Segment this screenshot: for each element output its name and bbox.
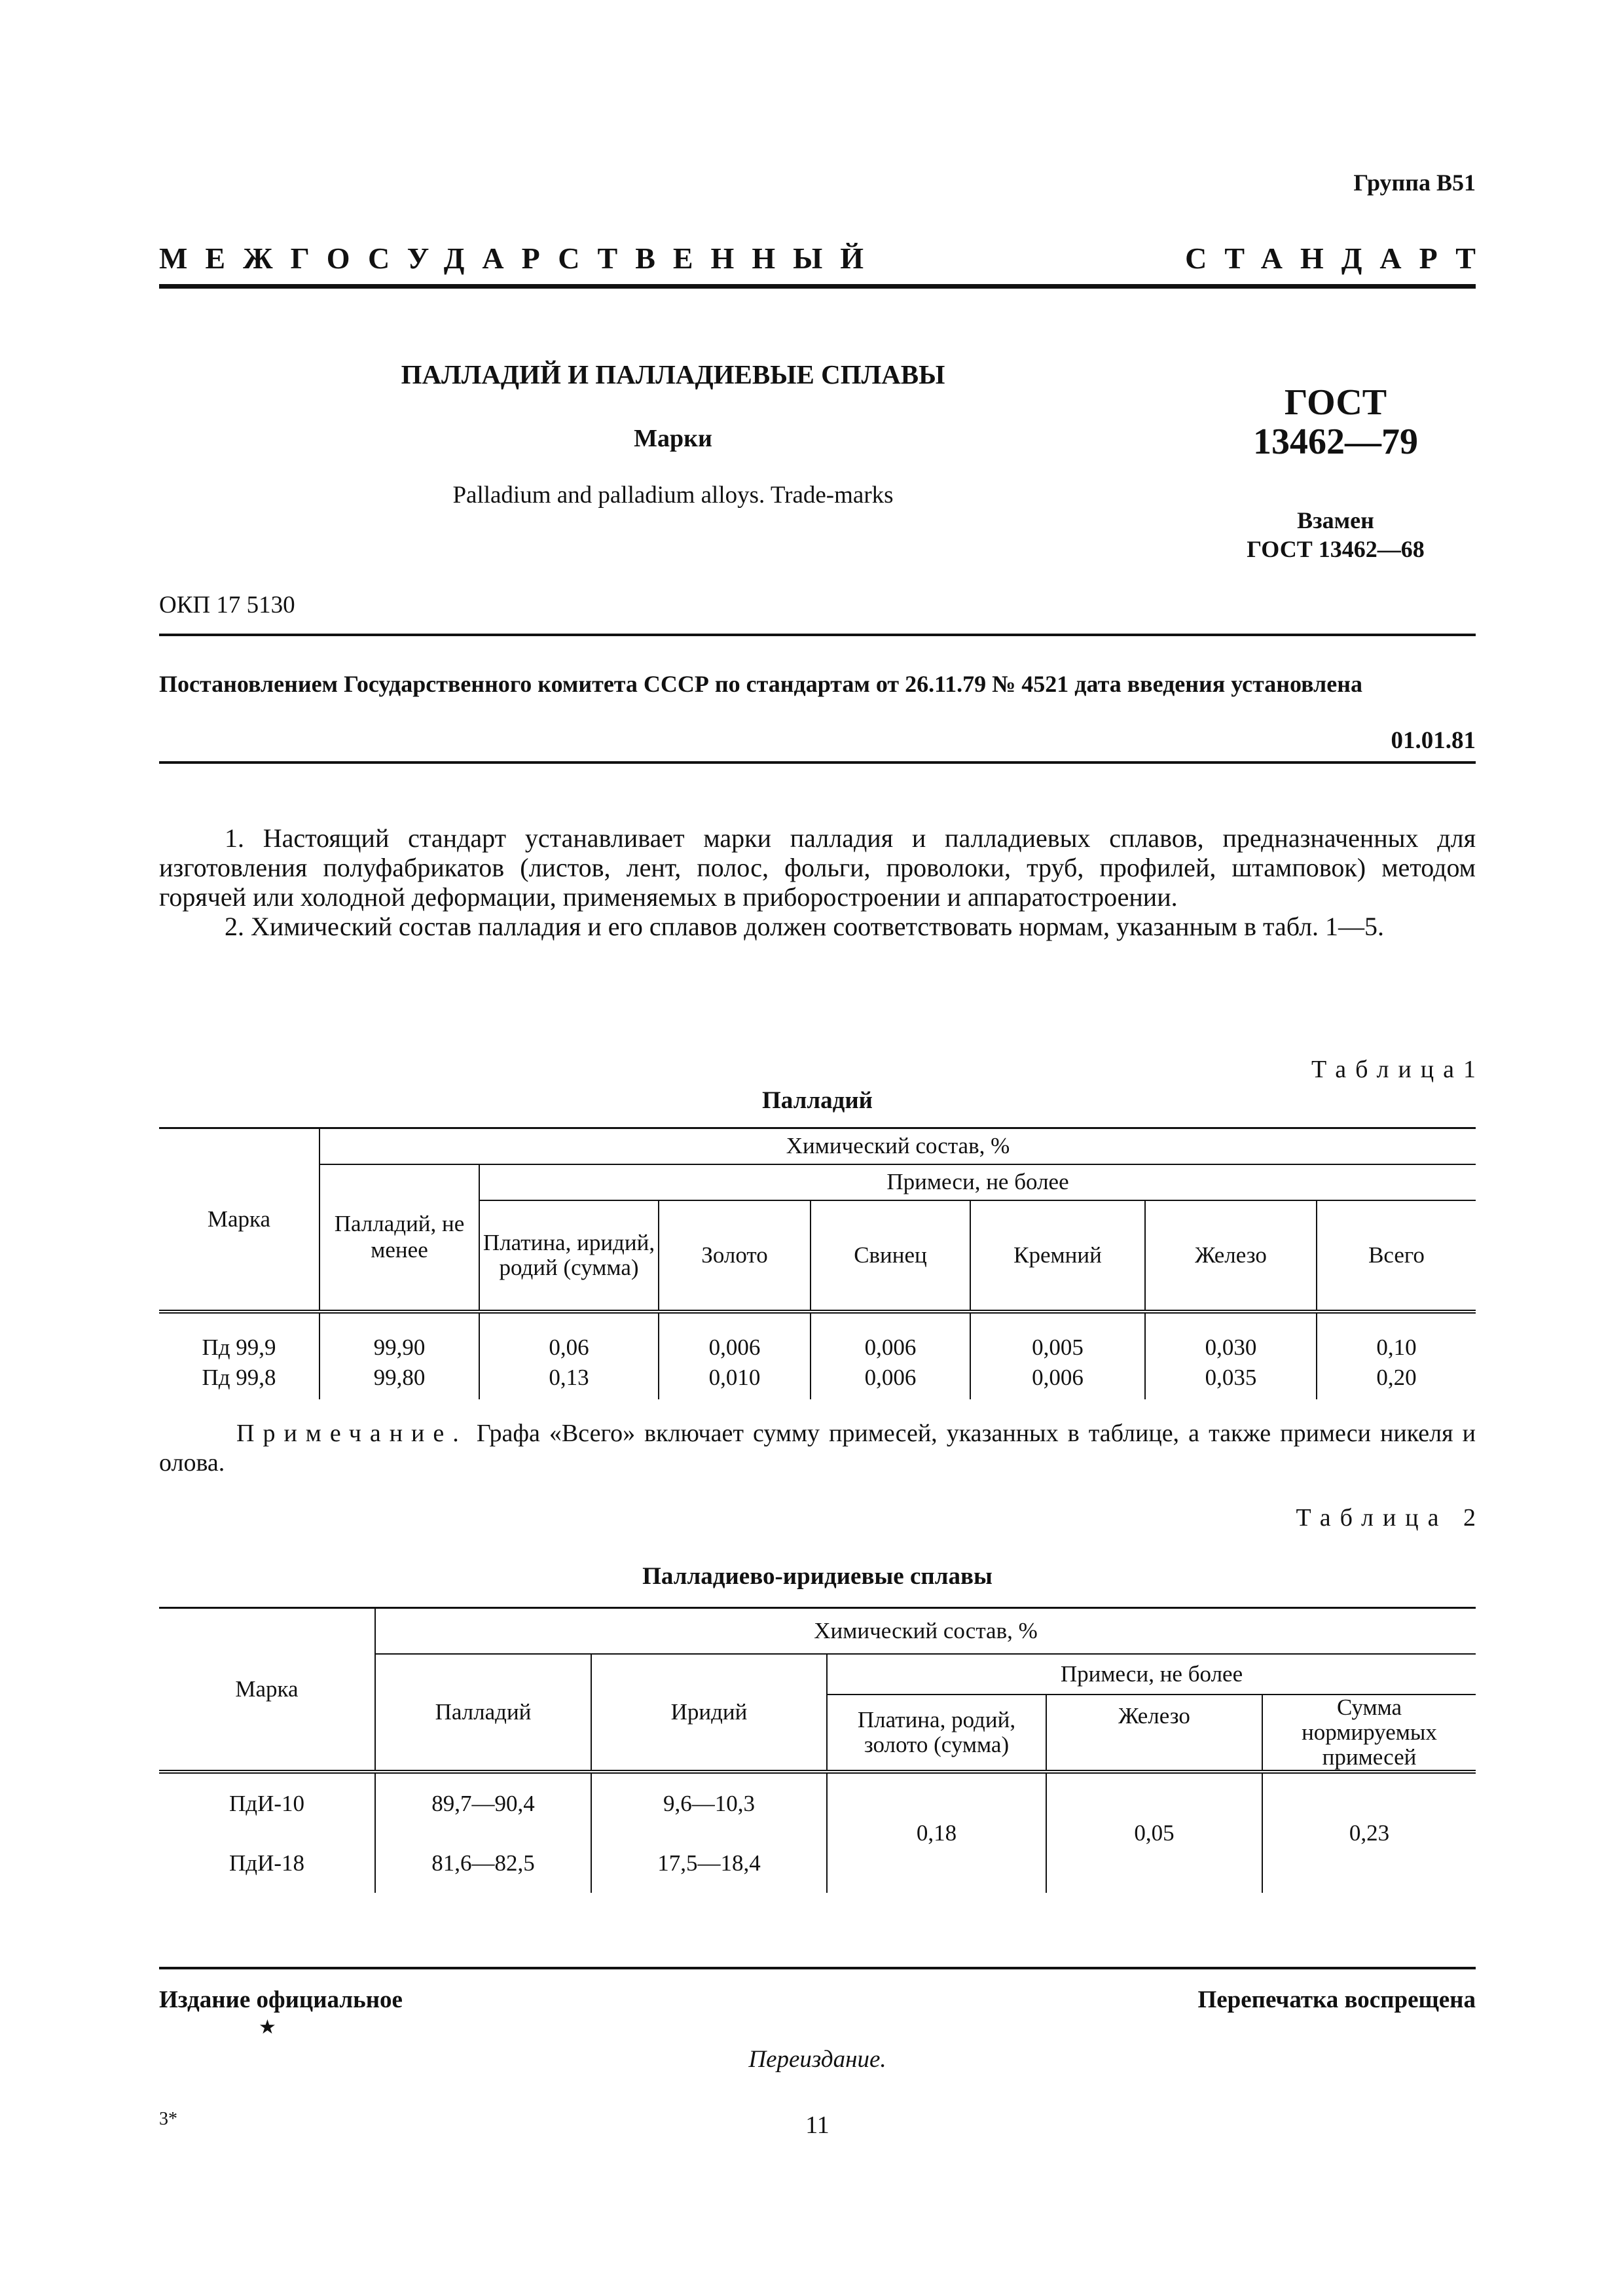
table1-caption: Таблица1: [1311, 1056, 1485, 1083]
document-title-english: Palladium and palladium alloys. Trade-marks: [452, 482, 894, 509]
t1-header-pt: Платина, иридий, родий (сумма): [479, 1200, 659, 1312]
t2-header-ir: Иридий: [591, 1654, 827, 1772]
replaces-standard: ГОСТ 13462—68: [1247, 536, 1425, 562]
page-number: 11: [805, 2111, 830, 2139]
t1-cell-pt: 0,13: [479, 1363, 659, 1393]
table-row: [159, 1363, 1476, 1393]
table1-title: Палладий: [762, 1087, 873, 1114]
decree-rule: [159, 761, 1476, 764]
t1-header-impurities: Примеси, не более: [479, 1164, 1476, 1200]
document-title: ПАЛЛАДИЙ И ПАЛЛАДИЕВЫЕ СПЛАВЫ: [401, 359, 945, 389]
t1-header-chem: Химический состав, %: [319, 1128, 1476, 1164]
sheet-mark: 3*: [159, 2109, 177, 2129]
t2-cell-ir: 9,6—10,3: [591, 1772, 827, 1834]
t1-header-fe: Железо: [1145, 1200, 1317, 1312]
table-row: [159, 1333, 1476, 1363]
t1-cell-fe: 0,035: [1145, 1363, 1317, 1393]
t2-header-pt: Платина, родий, золото (сумма): [827, 1695, 1046, 1772]
table2-pd-ir-alloys: [159, 1607, 1476, 1893]
t1-cell-au: 0,010: [659, 1363, 811, 1393]
body-text: [159, 823, 1476, 941]
table1-palladium: [159, 1127, 1476, 1399]
table-row: [159, 1772, 1476, 1834]
banner-standard: СТАНДАРТ: [1185, 242, 1493, 275]
t1-cell-brand: Пд 99,9: [202, 1334, 276, 1360]
t2-cell-sum-shared: 0,23: [1262, 1772, 1476, 1893]
note-label: Примечание.: [236, 1420, 467, 1447]
t1-cell-pb: 0,006: [811, 1333, 970, 1363]
t1-cell-pb: 0,006: [811, 1363, 970, 1393]
t2-header-fe: Железо: [1046, 1695, 1262, 1772]
t1-header-brand: Марка: [159, 1128, 319, 1312]
table2-title: Палладиево-иридиевые сплавы: [642, 1563, 993, 1590]
decree-text: Постановлением Государственного комитета СССР по стандартам от 26.11.79 № 4521 дата введения установлена: [159, 671, 1362, 697]
t1-header-pd: Палладий, не менее: [319, 1164, 479, 1312]
t1-cell-fe: 0,030: [1145, 1333, 1317, 1363]
t2-header-impurities: Примеси, не более: [827, 1654, 1476, 1695]
note-text: Графа «Всего» включает сумму примесей, указанных в таблице, а также примеси никеля и олова.: [159, 1420, 1476, 1477]
gost-designation: [1198, 383, 1473, 461]
group-code: Группа В51: [1353, 170, 1476, 196]
t1-cell-total: 0,10: [1317, 1333, 1476, 1363]
document-subtitle: Марки: [634, 425, 712, 452]
gost-number: 13462—79: [1253, 422, 1418, 462]
t2-header-chem: Химический состав, %: [375, 1608, 1476, 1654]
t1-cell-total: 0,20: [1317, 1363, 1476, 1393]
t1-header-si: Кремний: [970, 1200, 1145, 1312]
table1-note: [159, 1419, 1476, 1478]
t1-cell-pt: 0,06: [479, 1333, 659, 1363]
header-rule: [159, 284, 1476, 289]
paragraph-1: 1. Настоящий стандарт устанавливает марки палладия и палладиевых сплавов, предназначенных для изготовления полуфабрикатов (листов, лент, полос, фольги, проволоки, труб, профилей, штамповок) методом горячей или холодной деформации, применяемых в приборостроении и аппаратостроении.: [159, 823, 1476, 912]
t1-header-pb: Свинец: [811, 1200, 970, 1312]
reprint-prohibited: Перепечатка воспрещена: [1197, 1986, 1476, 2013]
star-icon: ★: [259, 2017, 276, 2038]
replaces-block: [1198, 506, 1473, 564]
t1-header-au: Золото: [659, 1200, 811, 1312]
banner-interstate: МЕЖГОСУДАРСТВЕННЫЙ: [159, 242, 882, 275]
t2-header-brand: Марка: [159, 1608, 375, 1772]
t2-cell-ir: 17,5—18,4: [591, 1834, 827, 1893]
t1-cell-pd: 99,90: [319, 1333, 479, 1363]
effective-date: 01.01.81: [1391, 727, 1476, 754]
t2-header-pd: Палладий: [375, 1654, 591, 1772]
t2-cell-brand: ПдИ-10: [228, 1790, 304, 1816]
gost-label: ГОСТ: [1284, 382, 1387, 423]
t2-header-sum: Сумма нормируемых примесей: [1262, 1695, 1476, 1772]
official-edition: Издание официальное: [159, 1986, 403, 2013]
paragraph-2: 2. Химический состав палладия и его сплавов должен соответствовать нормам, указанным в табл. 1—5.: [225, 912, 1385, 941]
t2-cell-fe-shared: 0,05: [1046, 1772, 1262, 1893]
t1-cell-au: 0,006: [659, 1333, 811, 1363]
t1-cell-pd: 99,80: [319, 1363, 479, 1393]
t1-cell-si: 0,006: [970, 1363, 1145, 1393]
table2-caption: Таблица 2: [1296, 1504, 1485, 1532]
t1-cell-brand: Пд 99,8: [202, 1364, 276, 1390]
replaces-label: Взамен: [1297, 507, 1374, 533]
reissue-note: Переиздание.: [748, 2046, 886, 2073]
t2-cell-pd: 89,7—90,4: [375, 1772, 591, 1834]
okp-rule: [159, 634, 1476, 636]
okp-code: ОКП 17 5130: [159, 592, 295, 619]
t2-cell-pd: 81,6—82,5: [375, 1834, 591, 1893]
t1-cell-si: 0,005: [970, 1333, 1145, 1363]
footer-rule: [159, 1967, 1476, 1969]
t1-header-total: Всего: [1317, 1200, 1476, 1312]
t2-cell-pt-shared: 0,18: [827, 1772, 1046, 1893]
t2-cell-brand: ПдИ-18: [228, 1850, 304, 1876]
